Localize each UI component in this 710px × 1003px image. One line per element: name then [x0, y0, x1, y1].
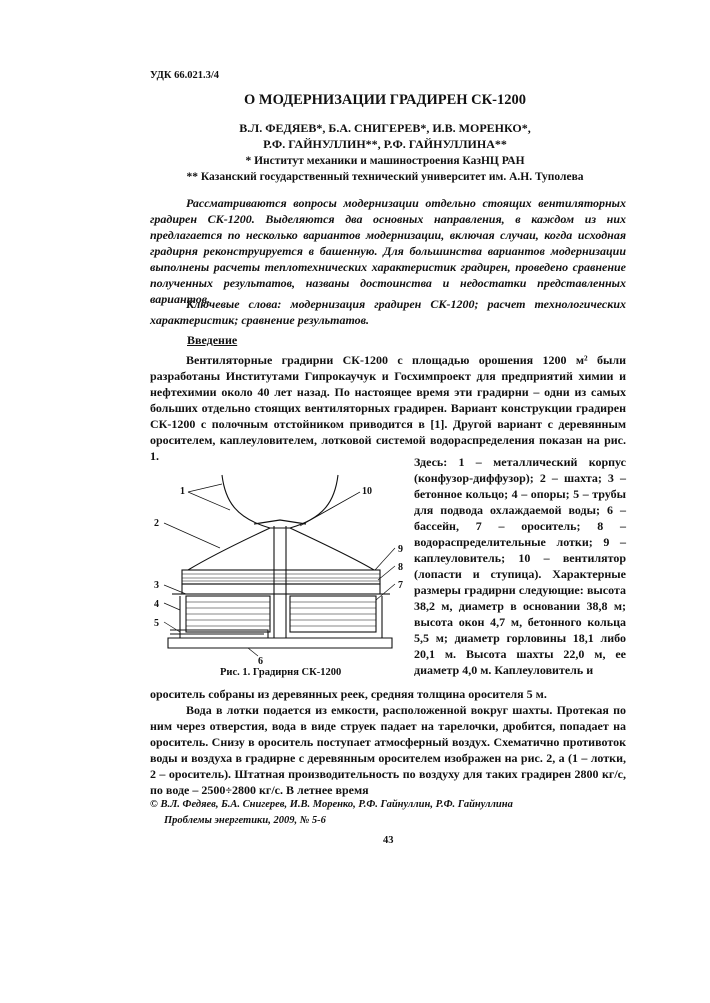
intro-paragraph: Вентиляторные градирни СК-1200 с площадью орошения 1200 м² были разработаны Институтами Гипрокаучук и Госхимпроект для предприятий химии и нефтехимии около 40 лет назад. По настоящее время эти градирни – одни из самых больших отдельно стоящих вентиляторных градирен. Вариант конструкции градирен СК-1200 с полочным отстойником приводится в [1]. Другой вариант с деревянным оросителем, каплеуловителем, лотковой системой водораспределения показан на рис. 1.	[150, 353, 626, 463]
figure-label-10: 10	[362, 486, 372, 497]
footer-authors: © В.Л. Федяев, Б.А. Снигерев, И.В. Моренко, Р.Ф. Гайнуллин, Р.Ф. Гайнуллина	[150, 799, 513, 810]
authors-line-2: Р.Ф. ГАЙНУЛЛИН**, Р.Ф. ГАЙНУЛЛИНА**	[263, 137, 507, 151]
udk-code: УДК 66.021.3/4	[150, 70, 220, 81]
footer-journal: Проблемы энергетики, 2009, № 5-6	[164, 815, 326, 826]
affiliation-1: * Институт механики и машиностроения КазНЦ РАН	[245, 155, 525, 167]
figure-label-9: 9	[398, 544, 403, 555]
figure-label-1: 1	[180, 486, 185, 497]
figure-legend: Здесь: 1 – металлический корпус (конфузор-диффузор); 2 – шахта; 3 – бетонное кольцо; 4 – опоры; 5 – трубы для подвода охлаждаемой воды; 6 – бассейн, 7 – ороситель; 8 – водораспределительные лотки; 9 – каплеуловитель; 10 – вентилятор (лопасти и ступица). Характерные размеры градирни следующие: высота 38,2 м, диаметр в основании 38,8 м; высота окон 4,7 м, бетонного кольца 5,5 м; диаметр горловины 18,1 либо 20,1 м. Высота шахты 22,0 м, ее диаметр 4,0 м. Каплеуловитель и	[414, 455, 626, 677]
figure-label-8: 8	[398, 562, 403, 573]
cooling-tower-figure	[150, 470, 410, 665]
figure-legend-continued: ороситель собраны из деревянных реек, средняя толщина оросителя 5 м.	[150, 687, 547, 701]
page-number: 43	[383, 835, 394, 846]
figure-label-3: 3	[154, 580, 159, 591]
figure-label-4: 4	[154, 599, 159, 610]
figure-label-6: 6	[258, 656, 263, 665]
affiliation-2: ** Казанский государственный технический университет им. А.Н. Туполева	[186, 170, 584, 183]
figure-label-2: 2	[154, 518, 159, 529]
section-heading: Введение	[187, 333, 238, 347]
affiliations	[150, 154, 620, 185]
paper-title: О МОДЕРНИЗАЦИИ ГРАДИРЕН СК-1200	[244, 92, 526, 108]
keywords: Ключевые слова: модернизация градирен СК-1200; расчет технологических характеристик; сравнение результатов.	[150, 297, 626, 327]
footer-citation	[150, 797, 513, 829]
body-paragraph: Вода в лотки подается из емкости, расположенной вокруг шахты. Протекая по ним через отверстия, вода в виде струек падает на тарелочки, дробится, попадает на ороситель. Снизу в ороситель поступает атмосферный воздух. Схематично противоток воды и воздуха в градирне с деревянным оросителем изображен на рис. 2, а (1 – лотки, 2 – ороситель). Штатная производительность по воздуху для таких градирен 2800 кг/с, по воде – 2500÷2800 кг/с. В летнее время	[150, 703, 626, 797]
casing-left-upper	[222, 475, 270, 528]
figure-caption: Рис. 1. Градирня СК-1200	[220, 667, 342, 678]
figure-label-7: 7	[398, 580, 403, 591]
casing-right-upper	[290, 475, 338, 528]
figure-label-5: 5	[154, 618, 159, 629]
abstract: Рассматриваются вопросы модернизации отдельно стоящих вентиляторных градирен СК-1200. Выделяются два основных направления, в каждом из них предлагается по несколько вариантов модернизации, включая случаи, когда исходная градирня реконструируется в башенную. Для большинства вариантов модернизации выполнены расчеты теплотехнических характеристик градирен, проведено сравнение полученных результатов, названы достоинства и недостатки представленных вариантов.	[150, 196, 626, 306]
authors-line-1: В.Л. ФЕДЯЕВ*, Б.А. СНИГЕРЕВ*, И.В. МОРЕНКО*,	[239, 121, 531, 135]
authors	[150, 120, 620, 152]
